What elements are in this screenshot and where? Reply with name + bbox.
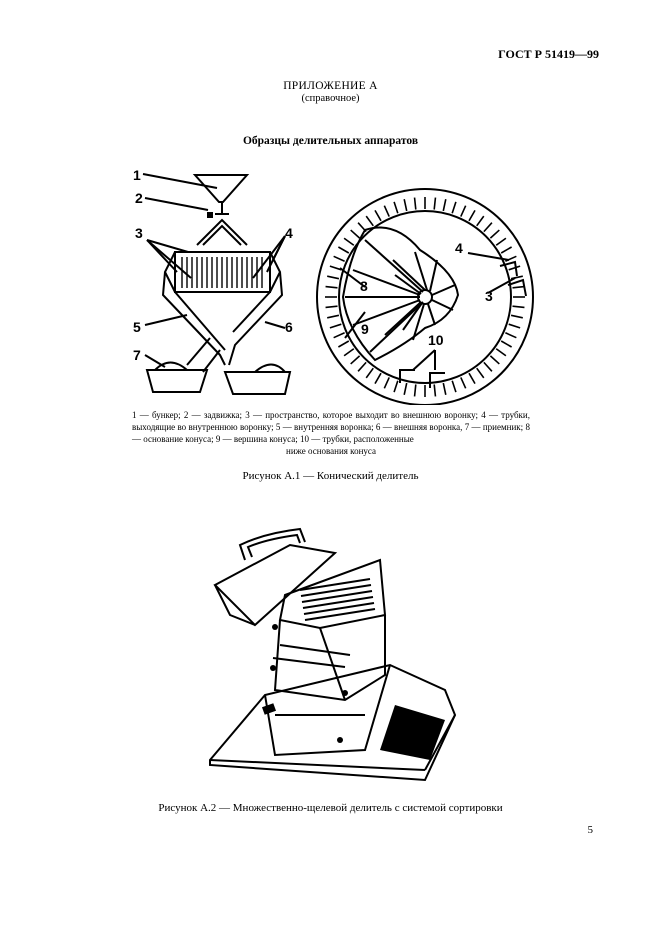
fig1-label-5: 5 [133, 319, 141, 335]
divider-tick [452, 202, 456, 213]
divider-tick [358, 362, 366, 371]
divider-tick [351, 230, 360, 238]
conical-divider-figure [125, 160, 545, 405]
divider-tick [452, 381, 456, 392]
divider-tick [443, 383, 445, 395]
legend-line-2: ниже основания конуса [286, 446, 376, 456]
divider-tick [366, 368, 373, 378]
divider-tick [394, 202, 398, 213]
fig1-label-3: 3 [135, 225, 143, 241]
divider-tick [415, 198, 416, 210]
divider-tick [404, 383, 406, 395]
figure1-legend [132, 409, 530, 457]
divider-tick [477, 216, 484, 226]
divider-tick [330, 324, 341, 328]
appendix-title: ПРИЛОЖЕНИЕ А [283, 80, 378, 92]
divider-tick [461, 206, 466, 217]
divider-tick [496, 349, 506, 356]
divider-tick [509, 266, 520, 270]
divider-tick [434, 385, 435, 397]
divider-tick [434, 198, 435, 210]
page-number: 5 [587, 824, 593, 836]
divider-tick [484, 362, 492, 371]
divider-tick [351, 356, 360, 364]
divider-tick [338, 341, 348, 347]
fig1-label-3b: 3 [485, 288, 493, 304]
appendix-subtitle: (справочное) [301, 93, 360, 104]
fig1-label-4: 4 [285, 225, 293, 241]
divider-tick [415, 385, 416, 397]
fig1-label-4b: 4 [455, 240, 463, 256]
fig1-label-2: 2 [135, 190, 143, 206]
divider-tick [469, 373, 475, 383]
divider-tick [394, 381, 398, 392]
divider-tick [384, 377, 389, 388]
divider-tick [461, 377, 466, 388]
divider-tick [327, 276, 339, 278]
divider-tick [501, 341, 511, 347]
divider-tick [484, 223, 492, 232]
hopper-shape [195, 175, 247, 202]
divider-tick [344, 349, 354, 356]
divider-tick [375, 210, 381, 220]
divider-tick [496, 238, 506, 245]
multi-slot-divider-figure [205, 515, 465, 785]
divider-tick [469, 210, 475, 220]
divider-tick [338, 247, 348, 253]
divider-tick [513, 287, 525, 288]
divider-tick [330, 266, 341, 270]
fig1-label-8: 8 [360, 278, 368, 294]
divider-tick [334, 333, 345, 338]
divider-tick [366, 216, 373, 226]
section-title: Образцы делительных аппаратов [242, 135, 419, 147]
figure1-caption: Рисунок А.1 — Конический делитель [242, 470, 419, 482]
fig1-label-6: 6 [285, 319, 293, 335]
fig1-label-1: 1 [133, 167, 141, 183]
divider-tick [477, 368, 484, 378]
document-code: ГОСТ Р 51419—99 [498, 47, 599, 61]
divider-tick [404, 199, 406, 211]
divider-tick [326, 306, 338, 307]
divider-tick [375, 373, 381, 383]
divider-tick [326, 287, 338, 288]
legend-line-1: 1 — бункер; 2 — задвижка; 3 — пространство, которое выходит во внешнюю воронку; 4 — трубки, выходящие во внутреннюю воронку; 5 — внутренняя воронка; 6 — внешняя воронка, 7 — приемник; 8 — основание конуса; 9 — вершина конуса; 10 — трубки, расположенные [132, 410, 530, 444]
divider-tick [509, 324, 520, 328]
divider-tick [505, 333, 516, 338]
divider-tick [334, 256, 345, 261]
fig1-label-10: 10 [428, 332, 444, 348]
divider-tick [511, 315, 523, 317]
divider-tick [501, 247, 511, 253]
bucket-shape [215, 545, 335, 625]
divider-tick [513, 306, 525, 307]
divider-tick [490, 356, 499, 364]
divider-tick [443, 199, 445, 211]
divider-tick [344, 238, 354, 245]
figure2-caption: Рисунок А.2 — Множественно-щелевой делитель с системой сортировки [158, 802, 503, 814]
divider-tick [327, 315, 339, 317]
fig1-label-7: 7 [133, 347, 141, 363]
divider-tick [384, 206, 389, 217]
divider-tick [490, 230, 499, 238]
fig1-label-9: 9 [361, 321, 369, 337]
